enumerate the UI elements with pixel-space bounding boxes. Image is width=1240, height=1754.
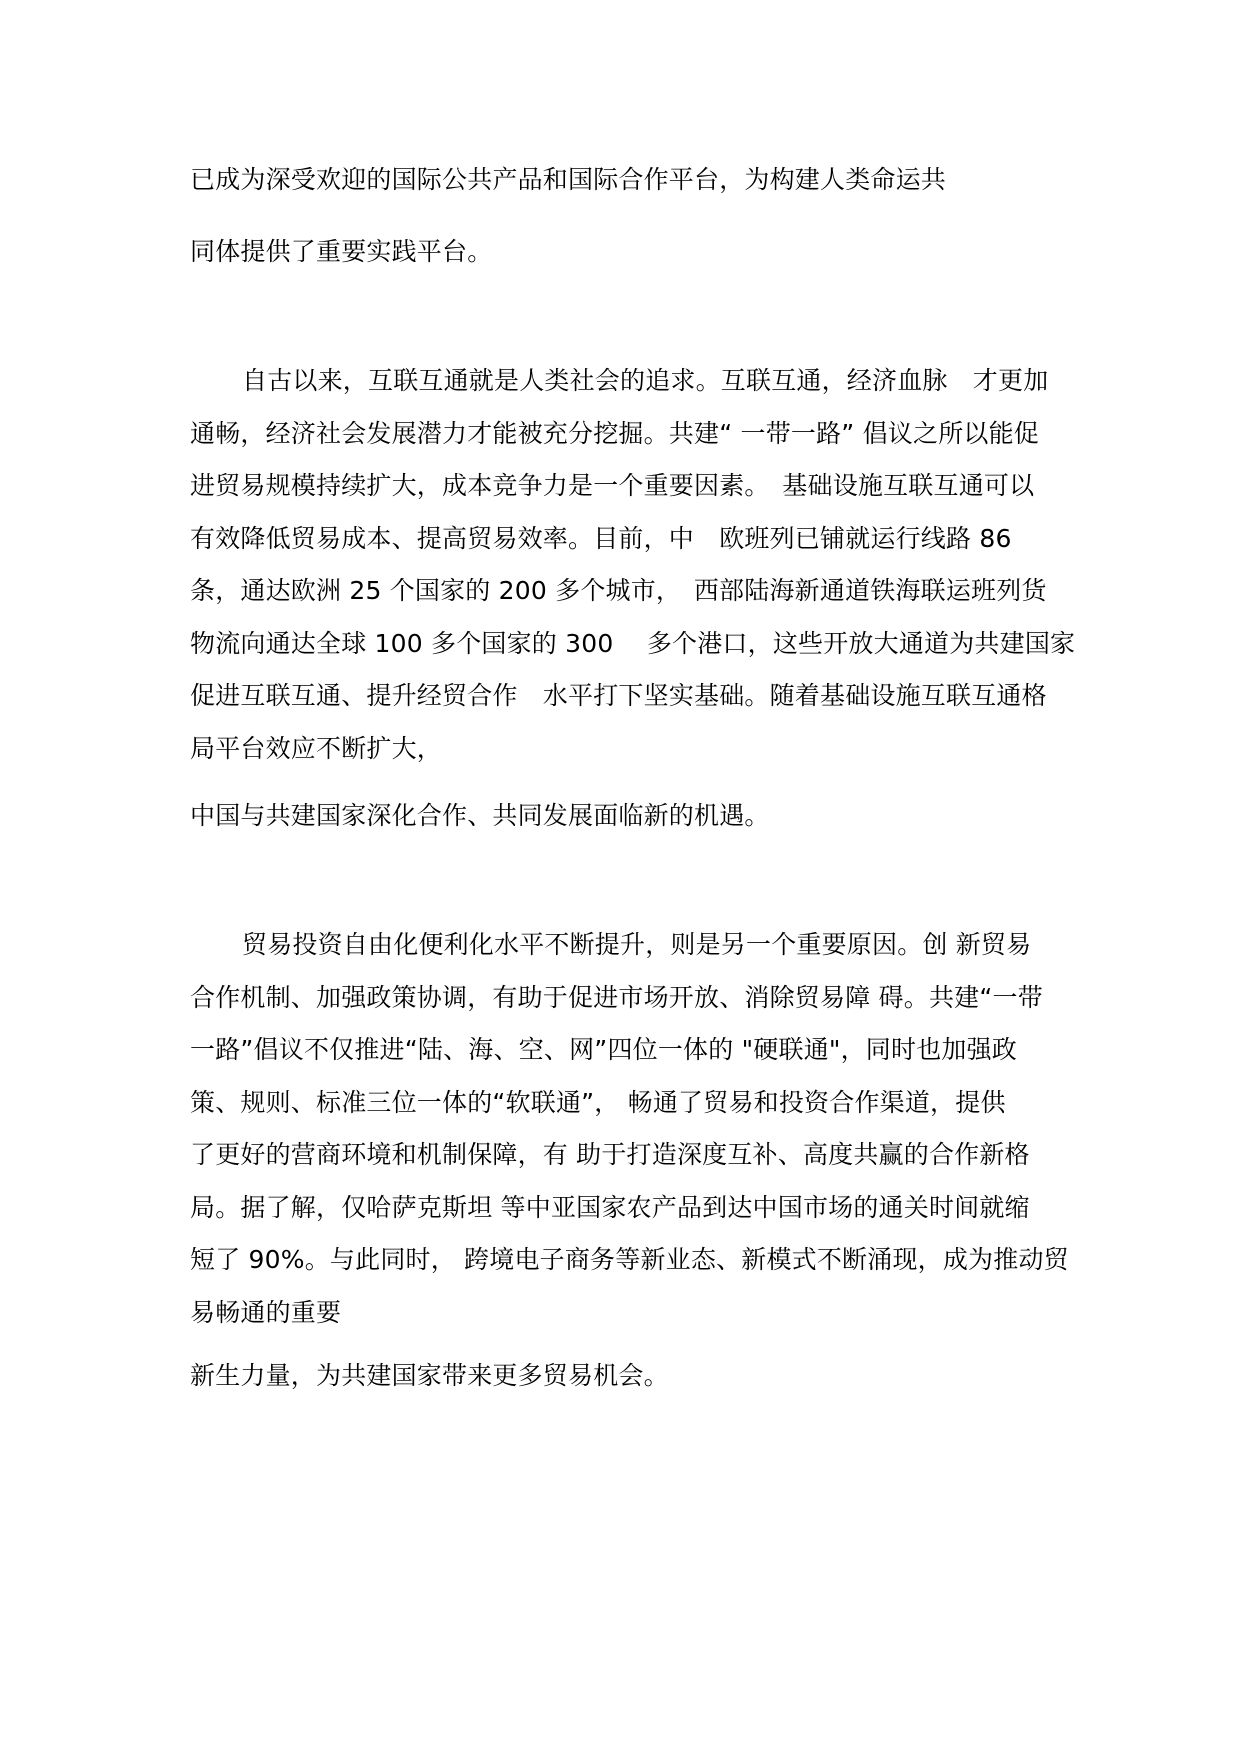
text-line: 自古以来，互联互通就是人类社会的追求。互联互通，经济血脉 才更加 (242, 366, 1049, 395)
text-line: 中国与共建国家深化合作、共同发展面临新的机遇。 (190, 801, 770, 830)
text-line: 同体提供了重要实践平台。 (190, 237, 493, 266)
text-line: 贸易投资自由化便利化水平不断提升，则是另一个重要原因。创 新贸易 (242, 930, 1032, 959)
text-line: 进贸易规模持续扩大，成本竞争力是一个重要因素。 基础设施互联互通可以 (190, 471, 1035, 500)
connectivity-closing-line (190, 790, 1070, 843)
trade-facilitation-paragraph (190, 919, 1070, 1339)
text-line: 策、规则、标准三位一体的“软联通”， 畅通了贸易和投资合作渠道，提供 (190, 1087, 1006, 1117)
text-line: 合作机制、加强政策协调，有助于促进市场开放、消除贸易障 碍。共建“一带 (190, 982, 1043, 1012)
text-line: 了更好的营商环境和机制保障，有 助于打造深度互补、高度共赢的合作新格 (190, 1140, 1030, 1169)
text-line: 短了 90%。与此同时， 跨境电子商务等新业态、新模式不断涌现，成为推动贸 (190, 1245, 1069, 1274)
text-line: 新生力量，为共建国家带来更多贸易机会。 (190, 1361, 669, 1390)
text-line: 促进互联互通、提升经贸合作 水平打下坚实基础。随着基础设施互联互通格 (190, 681, 1047, 710)
text-line: 易畅通的重要 (190, 1297, 342, 1327)
text-line: 条，通达欧洲 25 个国家的 200 多个城市， 西部陆海新通道铁海联运班列货 (190, 576, 1047, 605)
text-line: 通畅，经济社会发展潜力才能被充分挖掘。共建“ 一带一路” 倡议之所以能促 (190, 418, 1039, 448)
text-line: 一路”倡议不仅推进“陆、海、空、网”四位一体的 "硬联通"，同时也加强政 (190, 1035, 1018, 1064)
trade-facilitation-closing-line (190, 1350, 1070, 1403)
intro-paragraph-line-2 (190, 226, 1070, 279)
text-line: 已成为深受欢迎的国际公共产品和国际合作平台，为构建人类命运共 (190, 165, 947, 194)
connectivity-paragraph (190, 355, 1076, 775)
text-line: 有效降低贸易成本、提高贸易效率。目前，中 欧班列已铺就运行线路 86 (190, 523, 1012, 553)
text-line: 局平台效应不断扩大， (190, 733, 443, 763)
intro-paragraph-line-1 (190, 154, 1070, 207)
text-line: 局。据了解，仅哈萨克斯坦 等中亚国家农产品到达中国市场的通关时间就缩 (190, 1192, 1030, 1222)
text-line: 物流向通达全球 100 多个国家的 300 多个港口，这些开放大通道为共建国家 (190, 628, 1076, 658)
